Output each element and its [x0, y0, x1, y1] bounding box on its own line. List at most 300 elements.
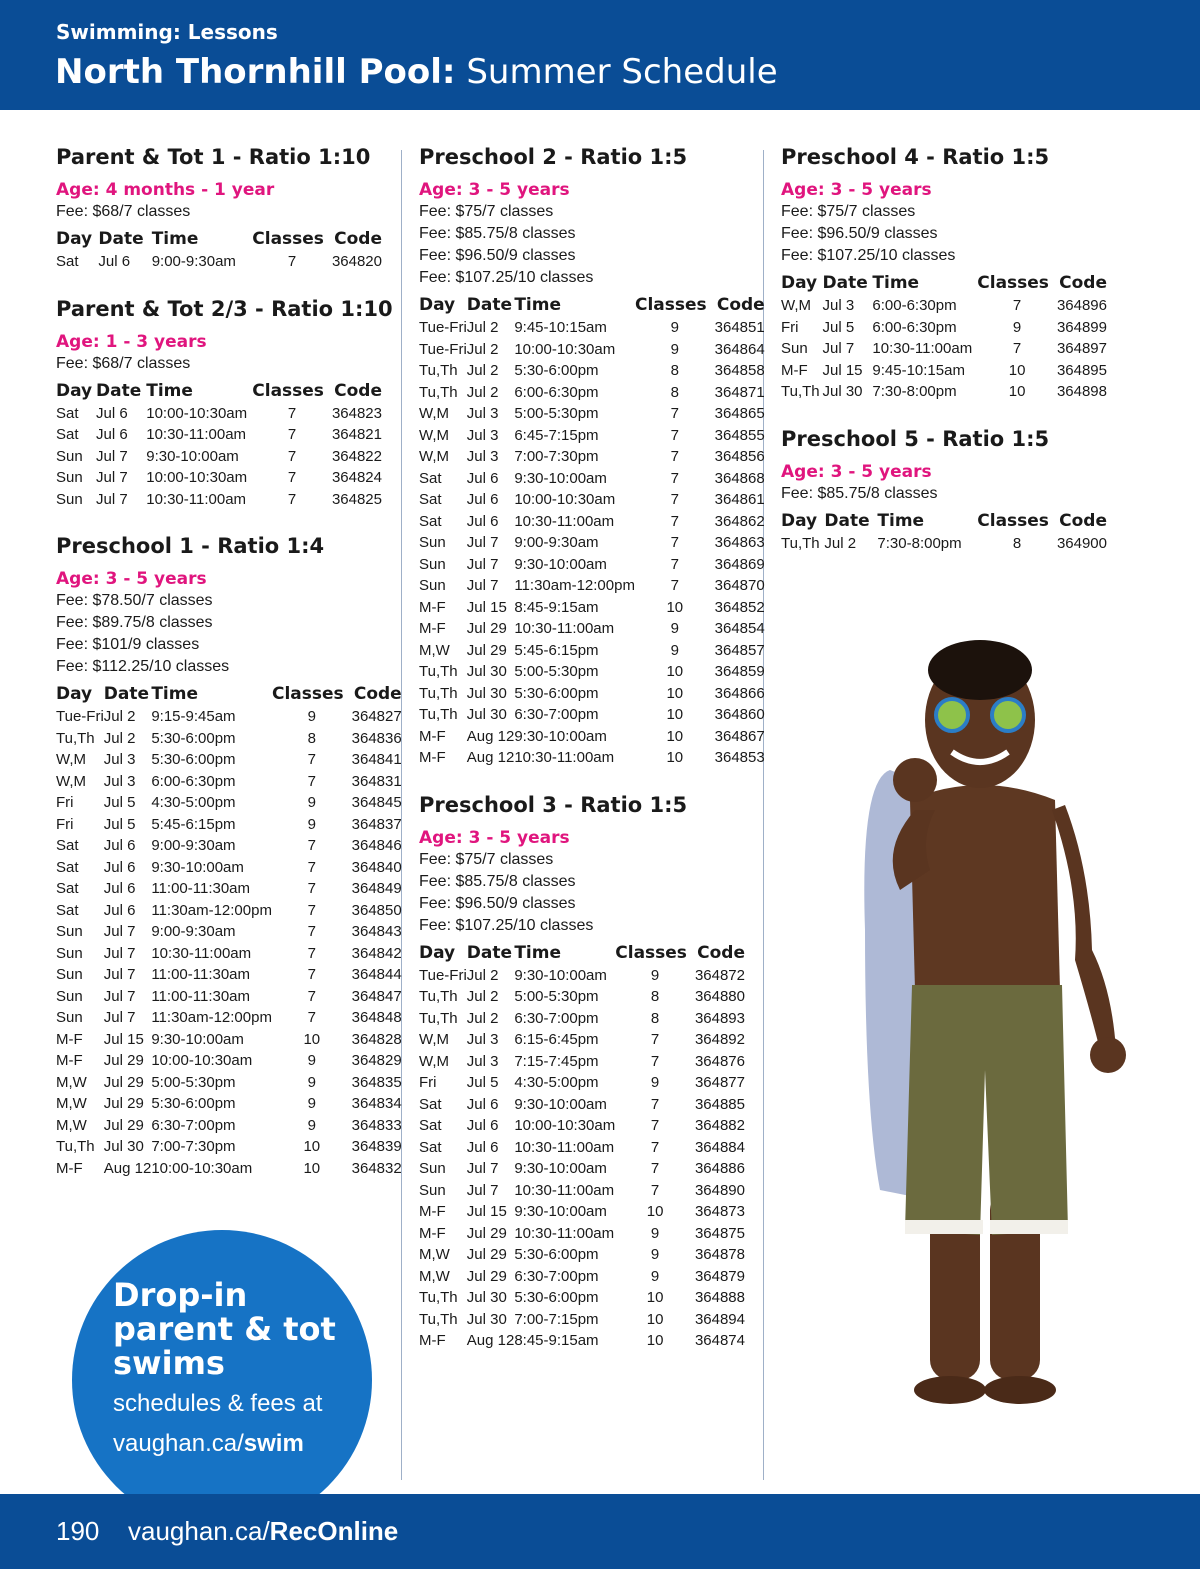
cell-classes: 7 — [287, 426, 297, 444]
cell-code: 364865 — [714, 405, 765, 423]
cell-time: 6:45-7:15pm — [514, 426, 599, 444]
table-row — [56, 900, 402, 922]
column-header-day: Day — [419, 295, 456, 315]
table-row — [419, 511, 765, 533]
cell-time: 9:30-10:00am — [146, 447, 239, 465]
column-header-code: Code — [1059, 510, 1107, 531]
age-range: Age: 3 - 5 years — [781, 461, 932, 482]
cell-classes: 9 — [1012, 318, 1022, 336]
page-title-bold: North Thornhill Pool: — [55, 52, 456, 92]
cell-time: 11:30am-12:00pm — [151, 901, 272, 919]
cell-day: W,M — [419, 1031, 449, 1049]
cell-time: 9:45-10:15am — [872, 361, 965, 379]
cell-code: 364855 — [714, 426, 765, 444]
cell-day: Sun — [56, 987, 83, 1005]
column-header-time: Time — [877, 510, 925, 531]
table-row — [419, 683, 765, 705]
cell-time: 6:00-6:30pm — [514, 383, 599, 401]
cell-time: 5:45-6:15pm — [151, 815, 236, 833]
cell-date: Jul 29 — [466, 1224, 507, 1242]
table-row — [419, 339, 765, 361]
table-header-row — [419, 941, 745, 965]
cell-time: 6:00-6:30pm — [151, 772, 236, 790]
table-row — [419, 489, 765, 511]
cell-day: M,W — [419, 1267, 450, 1285]
cell-day: M,W — [56, 1095, 87, 1113]
cell-code: 364886 — [694, 1160, 745, 1178]
promo-subtext — [113, 1384, 322, 1464]
cell-time: 9:00-9:30am — [514, 534, 599, 552]
cell-code: 364840 — [351, 858, 402, 876]
cell-date: Jul 3 — [466, 1031, 499, 1049]
page-title — [55, 52, 778, 92]
schedule-table — [56, 227, 382, 273]
cell-classes: 7 — [307, 944, 316, 962]
cell-day: M-F — [419, 1332, 446, 1350]
cell-classes: 10 — [1008, 361, 1026, 379]
cell-time: 10:30-11:00am — [514, 1138, 615, 1156]
cell-classes: 9 — [650, 1224, 660, 1242]
cell-date: Jul 7 — [103, 923, 136, 941]
cell-code: 364833 — [351, 1116, 402, 1134]
cell-classes: 10 — [1008, 383, 1026, 401]
promo-link[interactable] — [113, 1424, 322, 1464]
cell-day: W,M — [419, 426, 449, 444]
cell-date: Jul 15 — [466, 1203, 507, 1221]
cell-day: Sat — [419, 491, 442, 509]
cell-date: Jul 6 — [466, 1095, 499, 1113]
table-row — [419, 382, 765, 404]
schedule-table — [56, 682, 402, 1179]
cell-day: Tue-Fri — [419, 966, 467, 984]
cell-day: Tu,Th — [419, 1289, 458, 1307]
cell-date: Jul 6 — [466, 491, 499, 509]
cell-time: 9:15-9:45am — [151, 708, 236, 726]
cell-day: Tu,Th — [419, 663, 458, 681]
age-range: Age: 3 - 5 years — [56, 569, 207, 589]
cell-time: 9:30-10:00am — [514, 1160, 607, 1178]
program-title: Parent & Tot 2/3 - Ratio 1:10 — [56, 296, 393, 321]
cell-time: 9:00-9:30am — [151, 837, 236, 855]
table-row — [781, 381, 1107, 403]
cell-date: Jul 6 — [466, 1117, 499, 1135]
cell-date: Jul 3 — [466, 448, 499, 466]
fee-line: Fee: $107.25/10 classes — [781, 247, 956, 264]
cell-code: 364885 — [694, 1095, 745, 1113]
cell-classes: 7 — [650, 1031, 660, 1049]
cell-date: Jul 6 — [98, 253, 131, 271]
cell-day: M-F — [56, 1052, 83, 1070]
drop-in-promo-circle[interactable] — [72, 1230, 372, 1530]
table-row — [419, 446, 765, 468]
fee-line: Fee: $78.50/7 classes — [56, 592, 213, 609]
table-row — [56, 835, 402, 857]
cell-classes: 7 — [307, 987, 316, 1005]
cell-classes: 7 — [287, 490, 297, 508]
column-header-time: Time — [151, 229, 199, 249]
column-header-time: Time — [151, 684, 198, 704]
table-row — [419, 360, 765, 382]
cell-classes: 10 — [646, 1310, 664, 1328]
cell-time: 7:30-8:00pm — [872, 383, 957, 401]
cell-day: Sun — [56, 966, 83, 984]
cell-time: 9:45-10:15am — [514, 319, 607, 337]
cell-code: 364827 — [351, 708, 402, 726]
program-title: Preschool 4 - Ratio 1:5 — [781, 145, 1050, 169]
cell-classes: 7 — [307, 880, 316, 898]
cell-day: W,M — [419, 405, 449, 423]
fee-line: Fee: $85.75/8 classes — [419, 872, 576, 890]
cell-day: Tu,Th — [781, 534, 820, 552]
fee-line: Fee: $96.50/9 classes — [419, 894, 576, 912]
program-title: Preschool 5 - Ratio 1:5 — [781, 426, 1050, 451]
cell-code: 364824 — [331, 469, 382, 487]
column-header-classes: Classes — [271, 684, 344, 704]
table-row — [56, 964, 402, 986]
cell-date: Jul 29 — [103, 1116, 144, 1134]
cell-code: 364877 — [694, 1074, 745, 1092]
cell-day: Fri — [56, 794, 74, 812]
cell-date: Jul 2 — [466, 1009, 499, 1027]
cell-classes: 10 — [303, 1138, 321, 1156]
cell-day: Sun — [419, 534, 446, 552]
cell-date: Jul 6 — [103, 901, 136, 919]
column-header-day: Day — [781, 273, 818, 293]
program-parent-tot-1 — [56, 145, 386, 273]
cell-code: 364854 — [714, 620, 765, 638]
cell-day: M,W — [419, 641, 450, 659]
cell-time: 11:30am-12:00pm — [514, 577, 635, 595]
cell-classes: 9 — [307, 815, 316, 833]
cell-date: Jul 5 — [103, 794, 136, 812]
cell-code: 364836 — [351, 729, 402, 747]
page-number: 190 — [56, 1516, 100, 1546]
cell-day: W,M — [419, 448, 449, 466]
table-row — [419, 747, 765, 769]
cell-classes: 7 — [287, 447, 297, 465]
cell-date: Jul 29 — [103, 1073, 144, 1091]
cell-date: Jul 6 — [466, 1138, 499, 1156]
cell-classes: 10 — [666, 663, 684, 681]
fee-line: Fee: $75/7 classes — [419, 850, 554, 868]
cell-date: Jul 15 — [466, 598, 507, 616]
cell-code: 364894 — [694, 1310, 745, 1328]
cell-day: M-F — [781, 361, 808, 379]
table-row — [56, 728, 402, 750]
cell-time: 6:00-6:30pm — [872, 297, 957, 315]
cell-day: Tu,Th — [419, 684, 458, 702]
table-header-row — [781, 509, 1107, 533]
cell-time: 9:00-9:30am — [151, 253, 236, 271]
cell-day: W,M — [419, 1052, 449, 1070]
program-preschool-4 — [781, 145, 1111, 403]
table-row — [419, 597, 765, 619]
table-row — [419, 1330, 745, 1352]
cell-day: Sat — [419, 469, 442, 487]
cell-code: 364852 — [714, 598, 765, 616]
cell-classes: 10 — [646, 1203, 664, 1221]
cell-classes: 7 — [307, 772, 316, 790]
cell-classes: 7 — [650, 1052, 660, 1070]
table-row — [56, 489, 382, 511]
cell-classes: 7 — [670, 405, 679, 423]
cell-classes: 9 — [670, 641, 679, 659]
table-row — [56, 1050, 402, 1072]
cell-day: Tu,Th — [419, 383, 458, 401]
cell-day: Tu,Th — [419, 706, 458, 724]
cell-time: 5:00-5:30pm — [514, 405, 599, 423]
cell-code: 364857 — [714, 641, 765, 659]
cell-date: Jul 15 — [822, 361, 863, 379]
cell-day: Sun — [56, 1009, 83, 1027]
cell-code: 364862 — [714, 512, 765, 530]
cell-classes: 10 — [666, 684, 684, 702]
table-row — [419, 425, 765, 447]
column-header-classes: Classes — [252, 229, 324, 249]
cell-day: M-F — [56, 1030, 83, 1048]
cell-code: 364880 — [694, 988, 745, 1006]
age-range: Age: 3 - 5 years — [781, 180, 932, 200]
cell-date: Jul 7 — [95, 447, 128, 465]
fee-line: Fee: $68/7 classes — [56, 203, 191, 220]
table-row — [419, 468, 765, 490]
cell-time: 9:00-9:30am — [151, 923, 236, 941]
column-header-classes: Classes — [252, 380, 324, 401]
cell-time: 7:30-8:00pm — [877, 534, 962, 552]
cell-code: 364825 — [331, 490, 382, 508]
column-header-day: Day — [56, 229, 93, 249]
footer-link[interactable] — [128, 1516, 398, 1547]
cell-code: 364897 — [1056, 340, 1107, 358]
fee-line: Fee: $112.25/10 classes — [56, 658, 230, 675]
fee-line: Fee: $75/7 classes — [419, 203, 554, 220]
cell-date: Jul 7 — [466, 534, 499, 552]
cell-day: Sat — [56, 404, 79, 422]
fee-line: Fee: $85.75/8 classes — [419, 225, 576, 242]
cell-time: 9:30-10:00am — [514, 555, 607, 573]
fee-line: Fee: $75/7 classes — [781, 203, 916, 220]
cell-date: Aug 12 — [466, 749, 515, 767]
cell-time: 9:30-10:00am — [514, 469, 607, 487]
cell-time: 10:30-11:00am — [146, 426, 247, 444]
promo-link-bold: swim — [243, 1430, 304, 1457]
table-row — [419, 1244, 745, 1266]
cell-date: Jul 5 — [103, 815, 136, 833]
cell-day: M,W — [56, 1073, 87, 1091]
cell-date: Jul 29 — [466, 1246, 507, 1264]
table-row — [419, 317, 765, 339]
cell-time: 10:30-11:00am — [514, 512, 615, 530]
cell-date: Jul 6 — [466, 512, 499, 530]
cell-day: Fri — [419, 1074, 437, 1092]
cell-time: 6:00-6:30pm — [872, 318, 957, 336]
promo-link-plain: vaughan.ca/ — [113, 1430, 244, 1457]
column-header-day: Day — [56, 380, 93, 401]
table-header-row — [781, 271, 1107, 295]
cell-date: Jul 30 — [822, 383, 863, 401]
cell-day: Sat — [56, 426, 79, 444]
cell-time: 10:00-10:30am — [514, 340, 616, 358]
table-header-row — [56, 227, 382, 251]
cell-day: W,M — [781, 297, 811, 315]
cell-code: 364879 — [694, 1267, 745, 1285]
cell-time: 5:30-6:00pm — [151, 729, 236, 747]
column-header-code: Code — [716, 295, 765, 315]
cell-day: Sat — [56, 901, 79, 919]
cell-date: Jul 7 — [95, 490, 128, 508]
table-row — [56, 943, 402, 965]
cell-time: 7:00-7:15pm — [514, 1310, 599, 1328]
table-header-row — [56, 682, 402, 706]
cell-date: Jul 7 — [466, 555, 499, 573]
cell-time: 5:45-6:15pm — [514, 641, 599, 659]
cell-classes: 9 — [670, 319, 679, 337]
cell-date: Jul 29 — [466, 620, 507, 638]
program-preschool-3 — [419, 793, 749, 1352]
cell-code: 364842 — [351, 944, 402, 962]
section-label: Swimming: Lessons — [56, 20, 278, 44]
cell-date: Jul 30 — [466, 684, 507, 702]
table-row — [781, 317, 1107, 339]
cell-classes: 9 — [307, 1095, 316, 1113]
column-header-classes: Classes — [634, 295, 707, 315]
promo-heading — [113, 1278, 353, 1380]
schedule-table — [56, 379, 382, 511]
cell-code: 364868 — [714, 469, 765, 487]
cell-date: Jul 30 — [466, 663, 507, 681]
child-swimmer-photo — [820, 630, 1140, 1430]
cell-classes: 7 — [307, 1009, 316, 1027]
table-header-row — [419, 293, 765, 317]
program-title: Preschool 1 - Ratio 1:4 — [56, 534, 325, 558]
cell-day: M-F — [419, 727, 446, 745]
schedule-table — [781, 509, 1107, 555]
cell-day: Sun — [56, 923, 83, 941]
cell-code: 364851 — [714, 319, 765, 337]
cell-date: Jul 6 — [95, 404, 128, 422]
cell-time: 10:30-11:00am — [514, 1181, 615, 1199]
column-header-date: Date — [466, 942, 513, 963]
cell-code: 364835 — [351, 1073, 402, 1091]
cell-day: W,M — [56, 772, 86, 790]
table-row — [419, 1180, 745, 1202]
cell-date: Jul 29 — [103, 1052, 144, 1070]
table-row — [781, 338, 1107, 360]
cell-time: 6:30-7:00pm — [514, 1267, 599, 1285]
cell-day: Tu,Th — [419, 988, 458, 1006]
table-row — [419, 640, 765, 662]
cell-day: Sun — [781, 340, 808, 358]
table-row — [419, 1029, 745, 1051]
cell-classes: 7 — [650, 1117, 660, 1135]
page-footer — [0, 1494, 1200, 1569]
cell-date: Jul 30 — [103, 1138, 144, 1156]
table-row — [419, 403, 765, 425]
footer-link-bold: RecOnline — [269, 1516, 399, 1546]
table-row — [419, 704, 765, 726]
cell-classes: 7 — [287, 253, 297, 271]
cell-day: Sat — [419, 512, 442, 530]
schedule-table — [419, 293, 765, 769]
column-header-day: Day — [56, 684, 93, 704]
cell-time: 10:30-11:00am — [151, 944, 252, 962]
cell-code: 364867 — [714, 727, 765, 745]
table-row — [56, 878, 402, 900]
cell-code: 364847 — [351, 987, 402, 1005]
cell-code: 364898 — [1056, 383, 1107, 401]
table-row — [56, 1072, 402, 1094]
cell-day: Sat — [419, 1138, 442, 1156]
table-row — [56, 403, 382, 425]
cell-code: 364839 — [351, 1138, 402, 1156]
cell-day: Fri — [56, 815, 74, 833]
page-title-light: Summer Schedule — [466, 52, 778, 92]
cell-time: 6:15-6:45pm — [514, 1031, 599, 1049]
cell-time: 10:30-11:00am — [514, 1224, 615, 1242]
column-right — [781, 145, 1111, 578]
table-row — [419, 1072, 745, 1094]
cell-code: 364841 — [351, 751, 402, 769]
column-left — [56, 145, 402, 1203]
table-row — [56, 814, 402, 836]
schedule-table — [419, 941, 745, 1352]
table-row — [781, 360, 1107, 382]
cell-day: Fri — [781, 318, 799, 336]
cell-time: 6:30-7:00pm — [514, 706, 599, 724]
fee-line: Fee: $101/9 classes — [56, 636, 200, 653]
cell-code: 364859 — [714, 663, 765, 681]
cell-day: M-F — [419, 1224, 446, 1242]
cell-classes: 10 — [666, 706, 684, 724]
program-preschool-2 — [419, 145, 765, 769]
cell-classes: 7 — [307, 901, 316, 919]
cell-code: 364843 — [351, 923, 402, 941]
cell-time: 11:00-11:30am — [151, 987, 251, 1005]
table-row — [419, 1115, 745, 1137]
cell-code: 364882 — [694, 1117, 745, 1135]
cell-time: 9:30-10:00am — [514, 727, 607, 745]
page-header — [0, 0, 1200, 110]
cell-code: 364884 — [694, 1138, 745, 1156]
table-row — [56, 1136, 402, 1158]
column-header-date: Date — [824, 510, 870, 531]
cell-code: 364875 — [694, 1224, 745, 1242]
table-row — [56, 857, 402, 879]
cell-time: 10:00-10:30am — [514, 491, 616, 509]
cell-day: M-F — [419, 749, 446, 767]
promo-heading-line: swims — [113, 1344, 225, 1382]
cell-day: M-F — [419, 1203, 446, 1221]
age-range: Age: 3 - 5 years — [419, 827, 570, 848]
cell-day: Tue-Fri — [419, 319, 467, 337]
cell-day: Sat — [419, 1095, 442, 1113]
cell-time: 5:00-5:30pm — [151, 1073, 236, 1091]
cell-code: 364829 — [351, 1052, 402, 1070]
cell-day: M-F — [419, 598, 446, 616]
cell-time: 5:30-6:00pm — [514, 684, 599, 702]
cell-time: 5:30-6:00pm — [514, 362, 599, 380]
cell-code: 364820 — [331, 253, 382, 271]
cell-classes: 7 — [670, 577, 679, 595]
cell-code: 364831 — [351, 772, 402, 790]
cell-code: 364858 — [714, 362, 765, 380]
table-row — [419, 1094, 745, 1116]
column-header-time: Time — [872, 273, 920, 293]
cell-code: 364848 — [351, 1009, 402, 1027]
cell-code: 364866 — [714, 684, 765, 702]
cell-classes: 7 — [307, 751, 316, 769]
cell-classes: 10 — [666, 749, 684, 767]
